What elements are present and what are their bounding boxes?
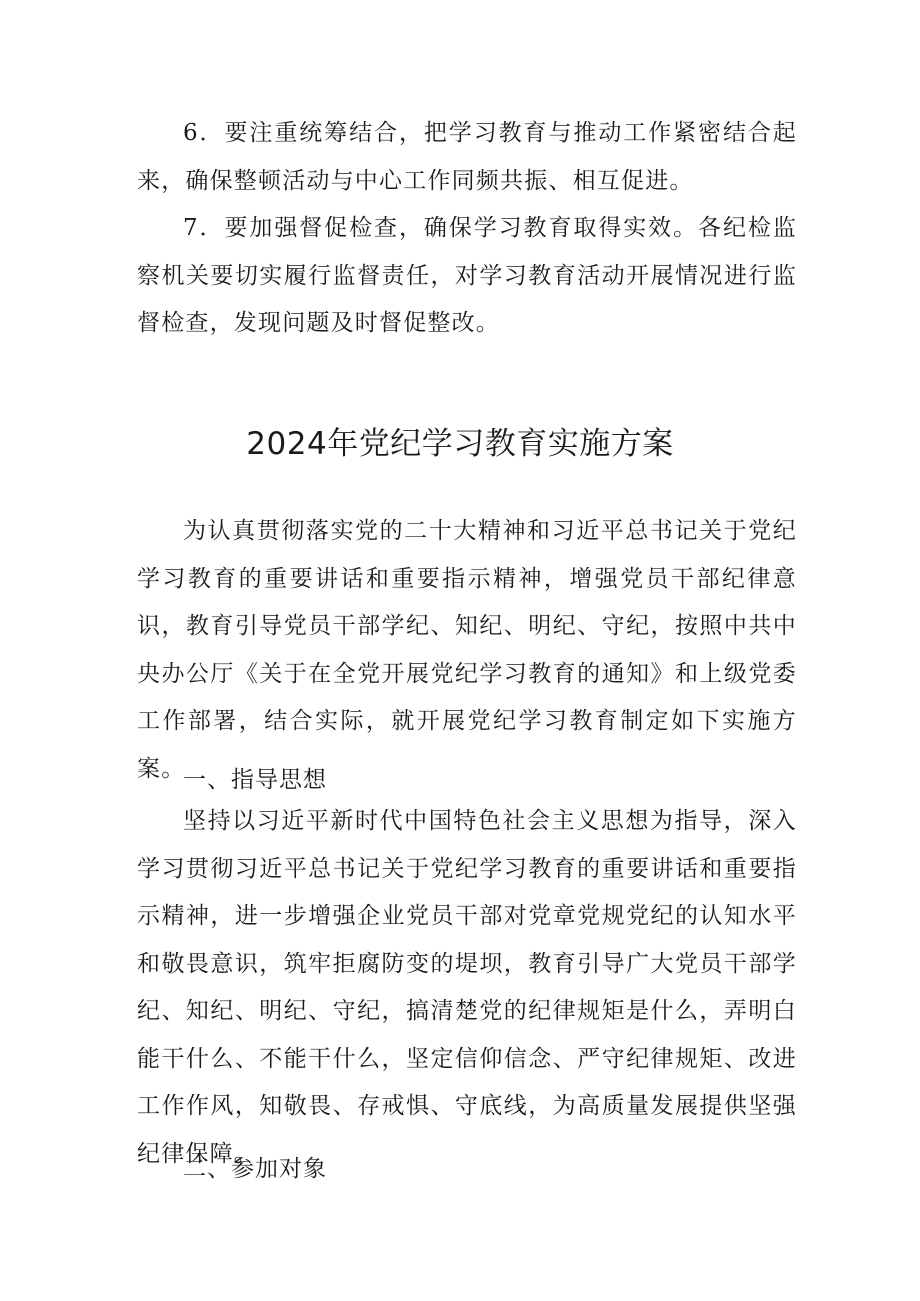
paragraph-item-7: 7．要加强督促检查，确保学习教育取得实效。各纪检监察机关要切实履行监督责任，对学习教育活动开展情况进行监督检查，发现问题及时督促整改。 <box>137 215 797 336</box>
section-heading-guiding-ideology: 一、指导思想 <box>183 767 327 793</box>
section-heading-participants: 二、参加对象 <box>183 1156 327 1182</box>
intro-paragraph: 为认真贯彻落实党的二十大精神和习近平总书记关于党纪学习教育的重要讲话和重要指示精神，增强党员干部纪律意识，教育引导党员干部学纪、知纪、明纪、守纪，按照中共中央办公厅《关于在全党开展党纪学习教育的通知》和上级党委工作部署，结合实际，就开展党纪学习教育制定如下实施方案。 <box>137 518 797 782</box>
paragraph-item-6: 6．要注重统筹结合，把学习教育与推动工作紧密结合起来，确保整顿活动与中心工作同频共振、相互促进。 <box>137 120 797 194</box>
guiding-ideology-paragraph: 坚持以习近平新时代中国特色社会主义思想为指导，深入学习贯彻习近平总书记关于党纪学习教育的重要讲话和重要指示精神，进一步增强企业党员干部对党章党规党纪的认知水平和敬畏意识，筑牢拒腐防变的堤坝，教育引导广大党员干部学纪、知纪、明纪、守纪，搞清楚党的纪律规矩是什么，弄明白能干什么、不能干什么，坚定信仰信念、严守纪律规矩、改进工作作风，知敬畏、存戒惧、守底线，为高质量发展提供坚强纪律保障。 <box>137 808 797 1167</box>
document-title: 2024年党纪学习教育实施方案 <box>246 426 674 462</box>
